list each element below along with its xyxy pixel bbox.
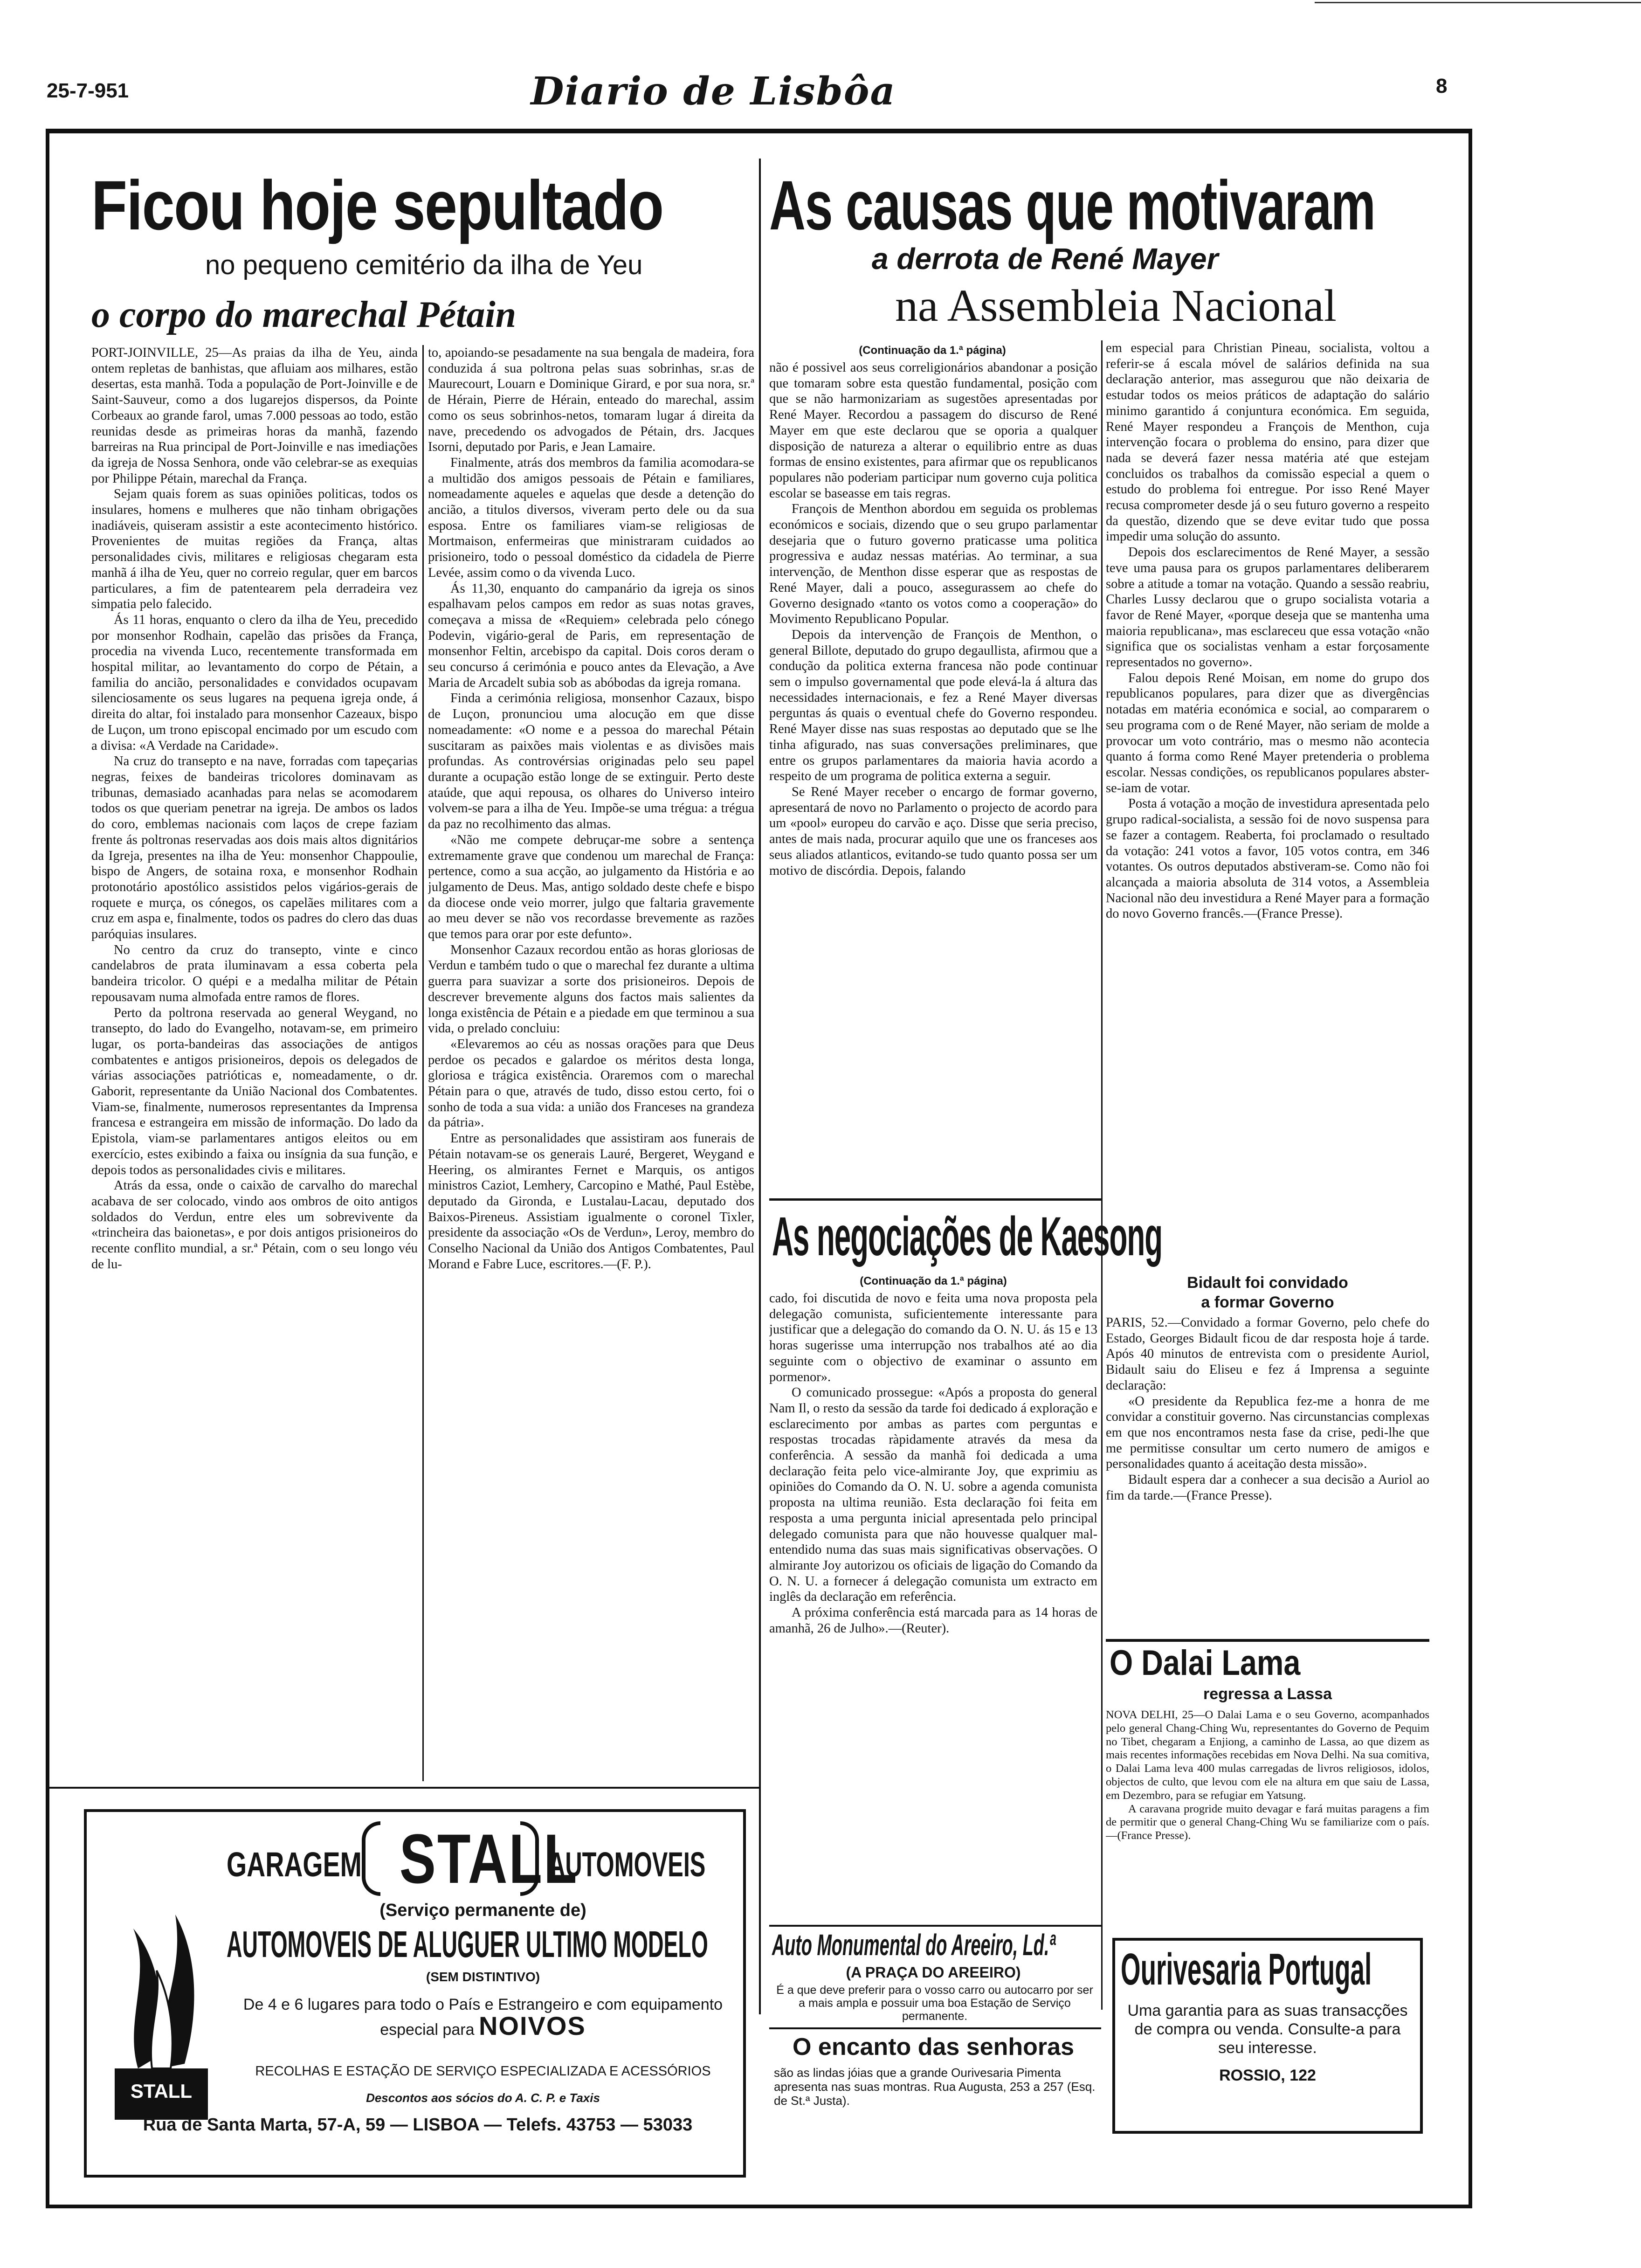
masthead-title: Diario de Lisbôa: [531, 69, 896, 114]
stall-line-7: Rua de Santa Marta, 57-A, 59 — LISBOA — Telefs. 43753 — 53033: [143, 2115, 693, 2135]
paragraph: «Não me compete debruçar-me sobre a sentença extremamente grave que condenou um marechal de França: pertence, como a sua acção, ao julgamento da História e ao julgamento de Deus. Mas, antigo soldado deste chefe e bispo da diocese onde veio morrer, julgo que faltaria gravemente ao meu dever se não vos recordasse brevemente as razões que temos para orar por este defunto».: [428, 832, 754, 942]
paragraph: O comunicado prossegue: «Após a proposta do general Nam Il, o resto da sessão da tarde foi dedicado á exploração e esclarecimento por ambas as partes com perguntas e respostas trocadas ràpidamente através da mesa da conferência. A sessão da manhã foi dedicada a uma declaração feita pelo vice-almirante Joy, que exprimiu as opiniões do Comando da O. N. U. sobre a agenda comunista proposta na ultima reunião. Esta declaração foi feita em resposta a uma pergunta inicial apresentada pelo principal delegado comunista para que não houvesse qualquer mal-entendido numa das suas mais significativas observações. O almirante Joy autorizou os oficiais de ligação do Comando da O. N. U. a fornecer á delegação comunista um extracto em inglês da declaração em referência.: [769, 1385, 1097, 1604]
paragraph: A próxima conferência está marcada para as 14 horas de amanhã, 26 de Julho».—(Reuter).: [769, 1605, 1097, 1636]
stall-line-1: (Serviço permanente de): [379, 1901, 586, 1920]
paragraph: Finalmente, atrás dos membros da familia acomodara-se a multidão dos amigos pessoais de Pétain e familiares, nomeadamente aqueles e aquelas que desde a detenção do ancião, a titulos diversos, viveram perto dele ou da sua esposa. Entre os familiares viam-se religiosas de Mortmaison, enfermeiras que ministraram cuidados ao prisioneiro, todo o pessoal doméstico da cidadela de Pierre Levée, assim como o da vivenda Luco.: [428, 455, 754, 580]
mayer-continuation: (Continuação da 1.ª página): [859, 344, 1006, 357]
stall-line-4-text: De 4 e 6 lugares para todo o País e Estrangeiro e com equipamento especial para: [243, 1996, 723, 2039]
areeiro-subtitle: (A PRAÇA DO AREEIRO): [846, 1964, 1021, 1981]
mayer-column-3: [769, 360, 1097, 1195]
dalai-subhead: regressa a Lassa: [1203, 1685, 1332, 1703]
petain-subhead: no pequeno cemitério da ilha de Yeu: [205, 250, 643, 280]
encanto-title: O encanto das senhoras: [793, 2033, 1074, 2061]
column-rule: [422, 345, 424, 1781]
frame-right: [1469, 129, 1472, 2208]
paragraph: Na cruz do transepto e na nave, forradas com tapeçarias negras, feixes de bandeiras tricolores dominavam as tribunas, demasiado acanhadas para nelas se acomodarem todos os que queriam penetrar na igreja. De ambos os lados do coro, emblemas nacionais com laços de crepe faziam frente ás poltronas reservadas aos dois mais altos dignitários da Igreja, presentes na ilha de Yeu: monsenhor Chappoulie, bispo de Angers, de sotaina roxa, e monsenhor Rodhain protonotário apostólico assistidos pelos vigários-gerais de roquete e murça, os cónegos, os capelães militares com a cruz em aspa e, finalmente, todos os padres do clero das duas paróquias insulares.: [91, 754, 418, 942]
petain-headline: Ficou hoje sepultado: [91, 166, 663, 244]
paragraph: Entre as personalidades que assistiram aos funerais de Pétain notavam-se os generais Lauré, Bergeret, Weygand e Heering, os almirantes Fernet e Marquis, os antigos ministros Caziot, Lemhery, Carcopino e Mathé, Paul Estèbe, deputado da Gironda, e Lustalau-Lacau, deputado dos Baixos-Pireneus. Assistiam igualmente o coronel Tixler, presidente da associação «Os de Verdun», Leroy, membro do Conselho Nacional da União dos Antigos Combatentes, Paul Morand e Fabre Luce, escritores.—(F. P.).: [428, 1131, 754, 1272]
paragraph: to, apoiando-se pesadamente na sua bengala de madeira, fora conduzida á sua poltrona pelas suas sobrinhas, sr.as de Maurecourt, Louarn e Dominique Girard, e por sua nora, sr.ª de Hérain, Pierre de Hérain, enteado do marechal, assim como os seus sobrinhos-netos, tomaram lugar á direita da nave, precedendo os advogados de Pétain, drs. Jacques Isorni, deputado por Paris, e Jean Lamaire.: [428, 346, 754, 455]
paragraph: A caravana progride muito devagar e fará muitas paragens a fim de permitir que o general Chang-Ching Wu se familiarize com o país.—(France Presse).: [1106, 1802, 1429, 1842]
areeiro-text: É a que deve preferir para o vosso carro ou autocarro por ser a mais ampla e possuir uma boa Estação de Serviço permanente.: [776, 1984, 1093, 2023]
paragraph: Depois dos esclarecimentos de René Mayer, a sessão teve uma pausa para os grupos parlamentares deliberarem sobre a atitude a tomar na votação. Quando a sessão reabriu, Charles Lussy declarou que o grupo socialista votaria a favor de René Mayer, «porque deseja que se mantenha uma maioria republicana», mas esclareceu que essa votação «não significa que os socialistas venham a estar forçosamente representados no governo».: [1106, 545, 1429, 670]
paragraph: «O presidente da Republica fez-me a honra de me convidar a constituir governo. Nas circunstancias complexas em que nos encontramos nesta fase da crise, pedi-lhe que me permitisse consultar um certo numero de amigos e personalidades quanto á aceitação desta missão».: [1106, 1394, 1429, 1472]
stall-bracket-left: [362, 1821, 380, 1896]
top-edge-line: [1315, 2, 1641, 3]
stall-logo-text: STALL: [130, 2080, 193, 2102]
frame-top: [46, 129, 1472, 133]
paragraph: Falou depois René Moisan, em nome do grupo dos republicanos populares, para dizer que as divergências notadas em matéria económica e social, ao compararem o seu programa com o de René Mayer, não seriam de molde a provocar um voto contrário, mas o mesmo não acontecia quanto á forma como René Mayer pretenderia o problema escolar. Nessas condições, os republicanos populares abster-se-iam de votar.: [1106, 671, 1429, 795]
left-bottom-rule: [49, 1787, 759, 1789]
center-divider: [759, 159, 761, 2014]
paragraph: «Elevaremos ao céu as nossas orações para que Deus perdoe os pecados e galardoe os méritos desta longa, gloriosa e trágica existência. Oraremos com o marechal Pétain para o que, através de tudo, disso estou certo, foi o sonho de toda a sua vida: a união dos Franceses na grandeza da pátria».: [428, 1037, 754, 1130]
areeiro-title: Auto Monumental do Areeiro, Ld.ª: [772, 1928, 1056, 1962]
masthead-date: 25-7-951: [47, 79, 129, 102]
bidault-headline-line-2: a formar Governo: [1201, 1293, 1334, 1311]
paragraph: PARIS, 52.—Convidado a formar Governo, pelo chefe do Estado, Georges Bidault ficou de dar resposta hoje á tarde. Após 40 minutos de entrevista com o presidente Auriol, Bidault saiu do Eliseu e fez á Imprensa a seguinte declaração:: [1106, 1315, 1429, 1393]
column-rule: [1101, 340, 1103, 2010]
mayer-deck: na Assembleia Nacional: [895, 281, 1337, 331]
stall-line-6: Descontos aos sócios do A. C. P. e Taxis: [366, 2091, 600, 2105]
paragraph: Atrás da essa, onde o caixão de carvalho do marechal acabava de ser colocado, vindo aos ombros de oito antigos soldados do Verdun, entre eles um sobrevivente da «trincheira das baionetas», e por dois antigos prisioneiros do recente conflito mundial, a sr.ª Pétain, com o seu longo véu de lu-: [91, 1178, 418, 1272]
stall-noivos: NOIVOS: [478, 2011, 586, 2040]
masthead: [0, 0, 1641, 140]
paragraph: François de Menthon abordou em seguida os problemas económicos e sociais, dizendo que o seu grupo parlamentar desejaria que o futuro governo praticasse uma politica progressiva e audaz nessas matérias. Ao terminar, a sua intervenção, de Menthon disse esperar que as respostas de René Mayer, dali a pouco, assegurassem ao chefe do Governo designado «tanto os votos como a cooperação» do Movimento Republicano Popular.: [769, 502, 1097, 627]
kaesong-headline: As negociações de Kaesong: [772, 1206, 1163, 1267]
paragraph: Posta á votação a moção de investidura apresentada pelo grupo radical-socialista, a sessão foi de novo suspensa para se fazer a contagem. Reaberta, foi proclamado o resultado da votação: 241 votos a favor, 105 votos contra, em 346 votantes. Os outros deputados abstiveram-se. Como não foi alcançada a maioria absoluta de 314 votos, a Assembleia Nacional não deu investidura a René Mayer para a formação do novo Governo francês.—(France Presse).: [1106, 796, 1429, 921]
frame-left: [46, 129, 49, 2208]
stall-line-5: RECOLHAS E ESTAÇÃO DE SERVIÇO ESPECIALIZADA E ACESSÓRIOS: [255, 2064, 711, 2079]
paragraph: Bidault espera dar a conhecer a sua decisão a Auriol ao fim da tarde.—(France Presse).: [1106, 1473, 1429, 1503]
ourivesaria-title: Ourivesaria Portugal: [1121, 1944, 1372, 1994]
stall-logo: [105, 1835, 217, 2152]
encanto-text: são as lindas jóias que a grande Ourivesaria Pimenta apresenta nas suas montras. Rua Augusta, 253 a 257 (Esq. de St.ª Justa).: [774, 2066, 1096, 2108]
paragraph: Ás 11 horas, enquanto o clero da ilha de Yeu, precedido por monsenhor Rodhain, capelão das prisões da França, procedia na vivenda Luco, recentemente transformada em hospital militar, ao levantamento do corpo de Pétain, a familia do ancião, personalidades e convidados ocupavam silenciosamente os seus lugares na pequena igreja onde, á direita do altar, foi instalado para monsenhor Cazeaux, bispo de Luçon, um trono episcopal encimado por um escudo com a divisa: «A Verdade na Caridade».: [91, 612, 418, 753]
ad-ourivesaria-portugal: [1112, 1938, 1423, 2134]
mayer-subhead: a derrota de René Mayer: [872, 242, 1219, 276]
paragraph: Perto da poltrona reservada ao general Weygand, no transepto, do lado do Evangelho, notavam-se, em primeiro lugar, os porta-bandeiras das associações de antigos combatentes e antigos prisioneiros, depois os delegados de várias associações patrióticas e, nomeadamente, o dr. Gaborit, representante da União Nacional dos Combatentes. Viam-se, finalmente, numerosos representantes da Imprensa francesa e estrangeira em missão de informação. Do lado da Epistola, viam-se parlamentares antigos eleitos ou em exercício, estes exibindo a faixa ou insígnia da sua função, e depois todos as personalidades civis e militares.: [91, 1005, 418, 1177]
dalai-rule: [1106, 1639, 1429, 1642]
paragraph: Monsenhor Cazaux recordou então as horas gloriosas de Verdun e também tudo o que o marechal fez durante a ultima guerra para suavizar a sorte dos prisioneiros. Depois de descrever brevemente alguns dos factos mais salientes da longa existência de Pétain e a piedade em que terminou a sua vida, o prelado concluiu:: [428, 942, 754, 1036]
stall-line-2: AUTOMOVEIS DE ALUGUER ULTIMO MODELO: [227, 1923, 708, 1965]
kaesong-continuation: (Continuação da 1.ª página): [860, 1275, 1007, 1287]
ourivesaria-text: Uma garantia para as suas transacções de compra ou venda. Consulte-a para seu interesse.: [1127, 2002, 1408, 2057]
bidault-headline-line-1: Bidault foi convidado: [1187, 1274, 1348, 1292]
petain-deck: o corpo do marechal Pétain: [91, 294, 517, 335]
encanto-rule: [769, 2027, 1101, 2029]
paragraph: Ás 11,30, enquanto do campanário da igreja os sinos espalhavam pelos campos em redor as suas notas graves, começava a missa de «Requiem» celebrada pelo cónego Podevin, vigário-geral de Paris, em representação de monsenhor Feltin, arcebispo da capital. Dois coros deram o seu concurso á cerimónia e pouco antes da Elevação, a Ave Maria de Arcadelt subia sob as abóbodas da igreja romana.: [428, 581, 754, 690]
ourivesaria-address: ROSSIO, 122: [1219, 2067, 1316, 2084]
stall-name: STALL: [399, 1819, 579, 1898]
areeiro-rule: [769, 1925, 1101, 1927]
stall-bracket-right: [520, 1821, 539, 1896]
paragraph: Finda a cerimónia religiosa, monsenhor Cazaux, bispo de Luçon, pronunciou uma alocução em que disse nomeadamente: «O nome e a pessoa do marechal Pétain suscitaram as paixões mais violentas e as divisões mais profundas. As controvérsias originadas pelo seu papel durante a ocupação estão longe de se extinguir. Perto deste ataúde, que aqui repousa, os olhares do Universo inteiro volvem-se para a ilha de Yeu. Impõe-se uma trégua: a trégua da paz no recolhimento das almas.: [428, 691, 754, 832]
stall-line-3: (SEM DISTINTIVO): [426, 1970, 540, 1984]
petain-column-2: [428, 345, 754, 1786]
kaesong-rule: [769, 1198, 1101, 1201]
paragraph: Depois da intervenção de François de Menthon, o general Billote, deputado do grupo degaullista, afirmou que a condução da politica externa francesa não pode continuar sem o impulso governamental que pode elevá-la á altura das necessidades internacionais, e fez a René Mayer diversas perguntas ás quais o eventual chefe do Governo respondeu. René Mayer disse nas suas respostas ao deputado que se lhe tinha afigurado, nas suas conversações preliminares, que entre os grupos parlamentares da maioria havia acordo a respeito de um programa de politica externa a seguir.: [769, 627, 1097, 784]
bidault-headline: [1106, 1273, 1429, 1312]
ad-garagem-stall: [84, 1809, 746, 2178]
paragraph: em especial para Christian Pineau, socialista, voltou a referir-se á escala móvel de salários definida na sua declaração anterior, mas assegurou que não deixaria de estudar todos os meios práticos de adaptação do salário minimo garantido á conjuntura económica. Em seguida, René Mayer respondeu a François de Menthon, cuja intervenção focara o problema do ensino, para dizer que nada se deverá fazer nessa matéria até que estejam concluidos os trabalhos da comissão especial a quem o estudo do problema foi entregue. Por isso René Mayer recusa comprometer desde já o seu futuro governo a respeito da questão, dizendo que se deve evitar tudo que possa impedir uma solução do assunto.: [1106, 341, 1429, 544]
paragraph: NOVA DELHI, 25—O Dalai Lama e o seu Governo, acompanhados pelo general Chang-Ching Wu, representantes do Governo de Pequim no Tibet, chegaram a Enjiong, a caminho de Lassa, ao que dizem as mais recentes informações recebidas em Nova Delhi. Na sua comitiva, o Dalai Lama leva 400 mulas carregadas de livros religiosos, idolos, objectos de culto, que levou com ele na altura em que saiu de Lassa, em Dezembro, para se refugiar em Yatsung.: [1106, 1708, 1429, 1802]
paragraph: cado, foi discutida de novo e feita uma nova proposta pela delegação comunista, suficientemente interessante para justificar que a delegação do comando da O. N. U. ás 15 e 13 horas sugerisse uma interrupção nos trabalhos até ao dia seguinte com o objectivo de examinar o assunto em pormenor».: [769, 1291, 1097, 1384]
stall-brand: [362, 1819, 579, 1898]
mayer-column-4: [1106, 340, 1429, 1268]
bidault-column: [1106, 1315, 1429, 1651]
paragraph: Se René Mayer receber o encargo de formar governo, apresentará de novo no Parlamento o projecto de acordo para um «pool» europeu do carvão e aço. Disse que seria preciso, antes de mais nada, procurar aquilo que une os franceses aos seus aliados atlanticos, evitando-se tudo quanto possa ser um motivo de discórdia. Depois, falando: [769, 784, 1097, 878]
paragraph: não é possivel aos seus correligionários abandonar a posição que tomaram sobre esta questão fundamental, posição com que se não harmonizariam as sugestões apresentadas por René Mayer. Recordou a passagem do discurso de René Mayer em que este declarou que se oporia a qualquer disposição de natureza a alterar o equilibrio entre as duas formas de ensino existentes, para afirmar que os republicanos populares não poderiam participar num governo cuja politica escolar se baseasse em tais regras.: [769, 360, 1097, 501]
masthead-page-number: 8: [1436, 75, 1448, 97]
paragraph: Sejam quais forem as suas opiniões politicas, todos os insulares, homens e mulheres que não tinham obrigações inadiáveis, quiseram assistir a este acontecimento histórico. Provenientes de muitas regiões da França, altas personalidades civis, militares e religiosas chegaram esta manhã á ilha de Yeu, quer no correio regular, quer em barcos particulares, a fim de patentearem pela derradeira vez simpatia pelo falecido.: [91, 487, 418, 612]
dalai-headline: O Dalai Lama: [1110, 1643, 1301, 1683]
kaesong-column: [769, 1291, 1097, 1897]
paragraph: No centro da cruz do transepto, vinte e cinco candelabros de prata iluminavam a essa coberta pela bandeira tricolor. O quépi e a medalha militar de Pétain repousavam numa almofada entre ramos de flores.: [91, 942, 418, 1004]
dalai-column: [1106, 1708, 1429, 1970]
petain-column-1: [91, 345, 418, 1786]
mayer-headline: As causas que motivaram: [769, 166, 1375, 244]
stall-garagem: GARAGEM: [227, 1845, 362, 1884]
stall-flame-icon: [105, 1835, 217, 2152]
stall-automoveis: AUTOMOVEIS: [548, 1845, 706, 1884]
paragraph: PORT-JOINVILLE, 25—As praias da ilha de Yeu, ainda ontem repletas de banhistas, que afluiam aos milhares, estão desertas, esta manhã. Toda a população de Port-Joinville e de Saint-Sauveur, como a dos lugarejos dispersos, da Pointe Corbeaux ao grande farol, umas 7.000 pessoas ao todo, estão reunidas desde as primeiras horas da manhã, fazendo barreiras na Rua principal de Port-Joinville e nas imediações da igreja de Nossa Senhora, onde vão celebrar-se as exequias por Philippe Pétain, marechal da França.: [91, 346, 418, 486]
stall-line-4: [231, 1994, 735, 2040]
frame-bottom: [46, 2205, 1472, 2208]
